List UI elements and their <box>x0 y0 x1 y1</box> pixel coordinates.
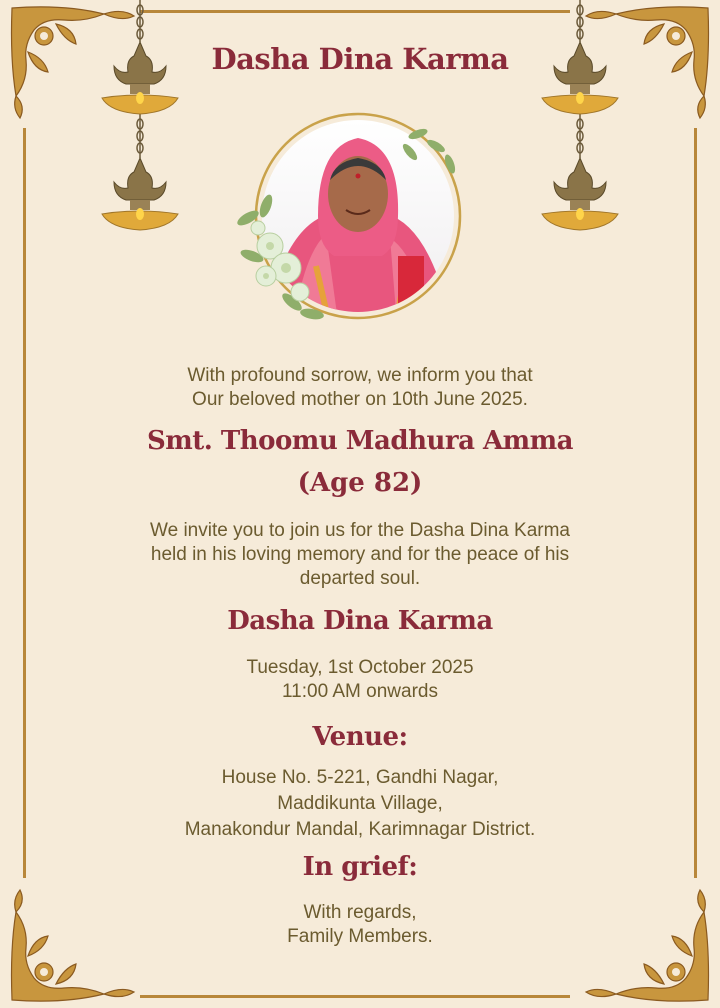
grief-line-1: With regards, <box>303 902 417 923</box>
invitation-text <box>60 519 660 591</box>
deceased-name: Smt. Thoomu Madhura Amma <box>146 426 574 456</box>
grief-signoff <box>60 901 660 949</box>
invitation-line-3: departed soul. <box>299 568 421 589</box>
frame-left-line <box>23 128 26 878</box>
deceased-age: (Age 82) <box>297 468 423 498</box>
memorial-portrait <box>222 106 478 332</box>
ceremony-details <box>60 656 660 704</box>
invitation-line-1: We invite you to join us for the Dasha Dina Karma <box>150 520 570 541</box>
grief-heading: In grief: <box>302 852 418 882</box>
grief-line-2: Family Members. <box>287 926 433 947</box>
intro-line-2: Our beloved mother on 10th June 2025. <box>192 389 528 410</box>
frame-top-line <box>140 10 570 13</box>
ceremony-time: 11:00 AM onwards <box>282 681 438 702</box>
venue-heading: Venue: <box>312 722 408 752</box>
venue-line-3: Manakondur Mandal, Karimnagar District. <box>184 819 536 840</box>
venue-line-1: House No. 5-221, Gandhi Nagar, <box>221 767 499 788</box>
venue-address <box>60 765 660 843</box>
hanging-oil-lamp-icon <box>540 0 620 240</box>
hanging-oil-lamp-icon <box>100 0 180 240</box>
invitation-line-2: held in his loving memory and for the peace of his <box>150 544 570 565</box>
intro-text <box>60 364 660 412</box>
page-title: Dasha Dina Karma <box>211 42 509 76</box>
frame-right-line <box>694 128 697 878</box>
venue-line-2: Maddikunta Village, <box>277 793 443 814</box>
intro-line-1: With profound sorrow, we inform you that <box>187 365 533 386</box>
ceremony-date: Tuesday, 1st October 2025 <box>246 657 474 678</box>
frame-bottom-line <box>140 995 570 998</box>
ceremony-heading: Dasha Dina Karma <box>227 606 493 636</box>
